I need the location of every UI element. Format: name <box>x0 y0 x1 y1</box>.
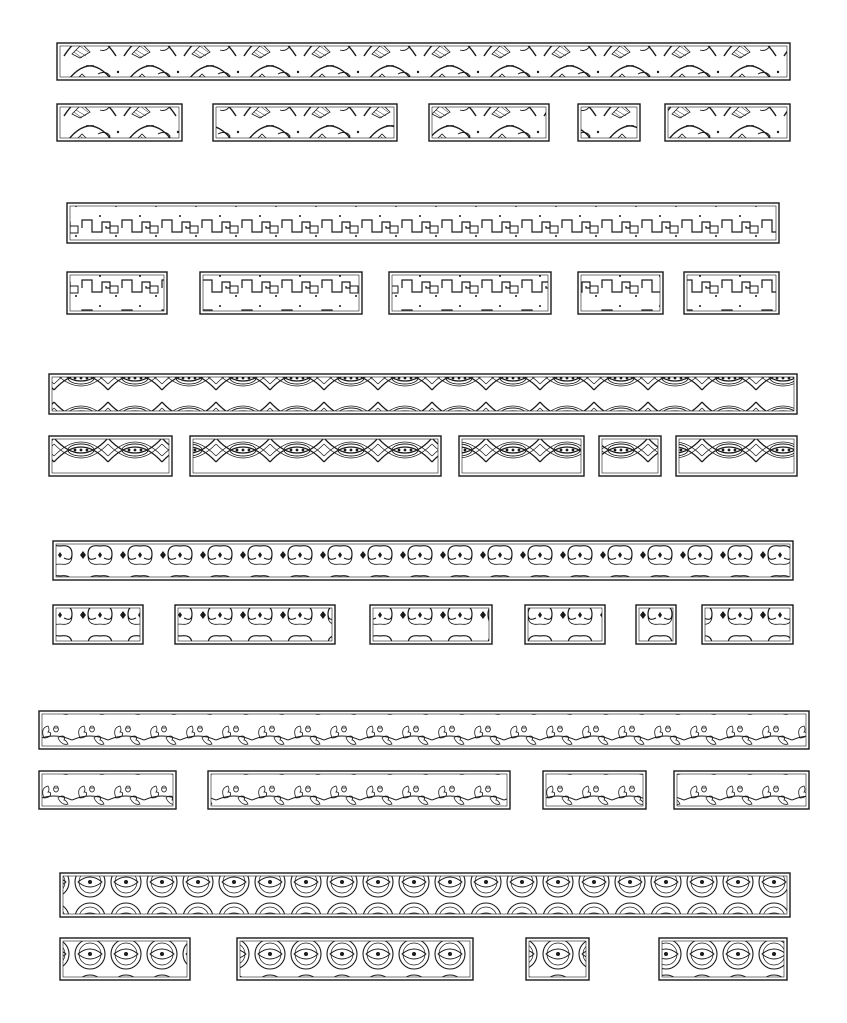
band-ornament <box>56 608 140 641</box>
acanthus-cross-border-segment-1 <box>57 104 182 141</box>
greek-key-fret-border-segment-3 <box>389 272 551 314</box>
scroll-palmette-border-segment-1 <box>53 605 143 644</box>
band-ornament <box>216 107 394 138</box>
band-ornament <box>56 544 790 577</box>
interlaced-ring-border-full <box>60 873 790 917</box>
scroll-palmette-border-segment-4 <box>525 605 605 644</box>
band-ornament <box>687 275 776 311</box>
oak-leaf-vine-border-segment-4 <box>674 771 809 809</box>
celtic-knot-border-segment-3 <box>459 436 584 476</box>
band-ornament <box>52 439 169 473</box>
interlaced-ring-border-segment-2 <box>237 938 473 980</box>
band-ornament <box>392 275 548 311</box>
band-ornament <box>70 275 164 311</box>
band-ornament <box>462 439 581 473</box>
band-ornament <box>705 608 790 641</box>
band-ornament <box>668 107 787 138</box>
greek-key-fret-border-segment-1 <box>67 272 167 314</box>
band-ornament <box>639 608 673 641</box>
celtic-knot-border-segment-4 <box>599 436 661 476</box>
acanthus-cross-border-segment-4 <box>578 104 640 141</box>
band-ornament <box>240 941 470 977</box>
band-ornament <box>679 439 794 473</box>
interlaced-ring-border-segment-3 <box>526 938 589 980</box>
band-ornament <box>432 107 546 138</box>
band-ornament <box>60 107 179 138</box>
interlaced-ring-border-segment-4 <box>659 938 787 980</box>
band-ornament <box>581 107 637 138</box>
interlaced-ring-border-segment-1 <box>60 938 190 980</box>
acanthus-cross-border-segment-2 <box>213 104 397 141</box>
band-ornament <box>203 275 359 311</box>
band-ornament <box>546 774 643 806</box>
band-ornament <box>581 275 660 311</box>
band-ornament <box>211 774 507 806</box>
band-ornament <box>63 876 787 914</box>
greek-key-fret-border-segment-2 <box>200 272 362 314</box>
scroll-palmette-border-segment-3 <box>370 605 492 644</box>
band-ornament <box>63 941 187 977</box>
band-ornament <box>178 608 332 641</box>
band-ornament <box>662 941 784 977</box>
greek-key-fret-border-full <box>67 203 779 243</box>
band-ornament <box>42 774 173 806</box>
celtic-knot-border-segment-1 <box>49 436 172 476</box>
acanthus-cross-border-segment-3 <box>429 104 549 141</box>
band-ornament <box>42 714 806 746</box>
oak-leaf-vine-border-segment-3 <box>543 771 646 809</box>
oak-leaf-vine-border-segment-2 <box>208 771 510 809</box>
band-ornament <box>193 439 438 473</box>
band-ornament <box>52 377 794 411</box>
oak-leaf-vine-border-full <box>39 711 809 749</box>
scroll-palmette-border-segment-2 <box>175 605 335 644</box>
band-ornament <box>677 774 806 806</box>
celtic-knot-border-segment-5 <box>676 436 797 476</box>
celtic-knot-border-segment-2 <box>190 436 441 476</box>
band-ornament <box>70 206 776 240</box>
greek-key-fret-border-segment-5 <box>684 272 779 314</box>
band-ornament <box>602 439 658 473</box>
band-ornament <box>60 46 787 77</box>
scroll-palmette-border-segment-5 <box>636 605 676 644</box>
greek-key-fret-border-segment-4 <box>578 272 663 314</box>
oak-leaf-vine-border-segment-1 <box>39 771 176 809</box>
acanthus-cross-border-segment-5 <box>665 104 790 141</box>
scroll-palmette-border-full <box>53 541 793 580</box>
acanthus-cross-border-full <box>57 43 790 80</box>
celtic-knot-border-full <box>49 374 797 414</box>
scroll-palmette-border-segment-6 <box>702 605 793 644</box>
band-ornament <box>373 608 489 641</box>
band-ornament <box>528 608 602 641</box>
band-ornament <box>529 941 586 977</box>
